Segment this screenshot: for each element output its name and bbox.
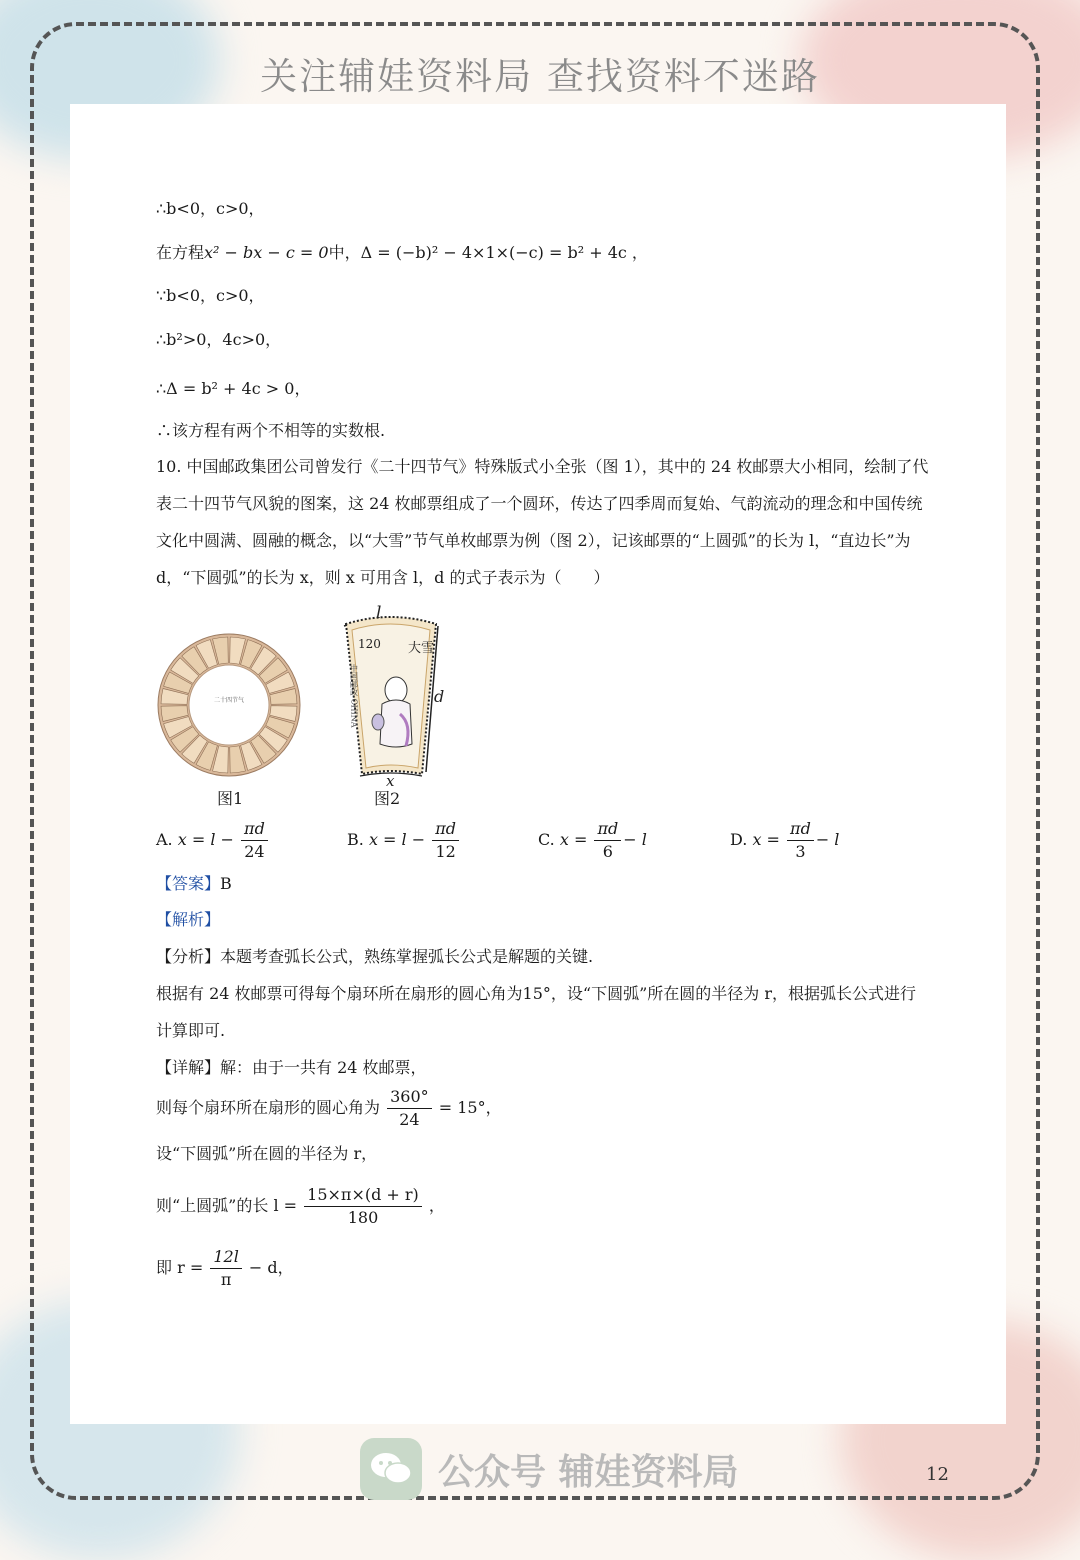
text-line: ∴b<0，c>0， xyxy=(156,199,265,218)
option-d[interactable]: D. x = $\frac{\pi d}{3}$ − l xyxy=(730,819,840,861)
solution-step-3: 则“上圆弧”的长 l = $\frac{15\times\pi\times(d + r)}{180}$ ， xyxy=(156,1185,445,1227)
page-number: 12 xyxy=(926,1464,949,1485)
label-d: d xyxy=(434,687,445,706)
text-line: ∴Δ = b² + 4c > 0， xyxy=(156,379,311,398)
question-text: 10. 中国邮政集团公司曾发行《二十四节气》特殊版式小全张（图 1），其中的 24 枚邮票大小相同，绘制了代表二十四节气风貌的图案，这 24 枚邮票组成了一个圆环，传达了四季周而复始、气韵流动的理念和中国传统文化中圆满、圆融的概念，以“大雪”节气单枚邮票为例（图 2），记该邮票的“上圆弧”的长为 l，“直边长”为 d，“下圆弧”的长为 x，则 x 可用含 l，d 的式子表示为（ ） xyxy=(156,457,929,587)
option-c[interactable]: C. x = $\frac{\pi d}{6}$ − l xyxy=(538,819,647,861)
figure-1-caption: 图1 xyxy=(217,789,244,808)
figure-2-caption: 图2 xyxy=(374,789,401,808)
analysis-xiangjie: 【详解】解：由于一共有 24 枚邮票， xyxy=(156,1058,427,1077)
label-x: x xyxy=(386,772,395,790)
analysis-fenxi: 【分析】本题考查弧长公式，熟练掌握弧长公式是解题的关键. xyxy=(156,947,594,966)
header-watermark: 关注辅娃资料局 查找资料不迷路 xyxy=(260,55,820,98)
option-a[interactable]: A. x = l − $\frac{\pi d}{24}$ xyxy=(156,818,270,863)
solution-step-4: 即 r = $\frac{12l}{\pi}$ − d， xyxy=(156,1247,294,1289)
figure-2-stamp xyxy=(330,604,450,790)
text-line: ∴b²>0，4c>0， xyxy=(156,330,282,349)
fig1-center-text: 二十四节气 xyxy=(213,697,245,704)
solution-step-1: 则每个扇环所在扇形的圆心角为 $\frac{360^\circ}{24}$ = 15°， xyxy=(156,1087,502,1129)
text-line: 在方程x² − bx − c = 0中，Δ = (−b)² − 4×1×(−c) = b² + 4c ， xyxy=(156,243,648,262)
label-l: l xyxy=(376,604,382,623)
text-line: ∵b<0，c>0， xyxy=(156,286,265,305)
stamp-name: 大雪 xyxy=(408,641,435,656)
option-b[interactable]: B. x = l − $\frac{\pi d}{12}$ xyxy=(347,818,461,863)
text-line: ∴该方程有两个不相等的实数根. xyxy=(156,421,386,440)
answer-line: 【答案】B xyxy=(156,874,232,893)
solution-step-2: 设“下圆弧”所在圆的半径为 r， xyxy=(156,1144,378,1163)
analysis-fenxi-cont: 根据有 24 枚邮票可得每个扇环所在扇形的圆心角为15°，设“下圆弧”所在圆的半径为 r，根据弧长公式进行计算即可. xyxy=(156,984,916,1040)
footer-brand xyxy=(360,1436,739,1502)
analysis-heading: 【解析】 xyxy=(156,910,221,929)
stamp-value: 120 xyxy=(358,637,381,651)
stamp-country: 中国邮政 CHINA xyxy=(349,664,359,728)
wechat-icon xyxy=(360,1438,422,1500)
figure-1-stamp-ring xyxy=(156,632,302,778)
footer-brand-text: 公众号 辅娃资料局 xyxy=(438,1451,739,1493)
